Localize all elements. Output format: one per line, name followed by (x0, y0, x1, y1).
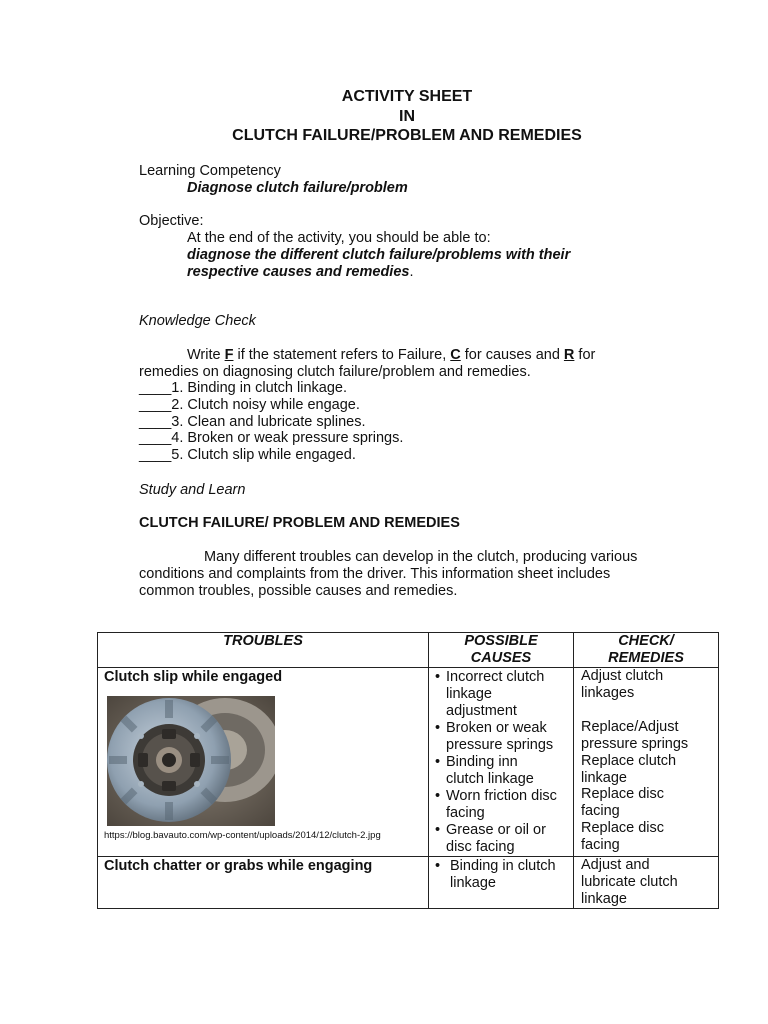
trouble-cell (98, 857, 429, 909)
list-item (433, 720, 569, 754)
cause-line: disc facing (446, 839, 515, 855)
objective-label: Objective: (139, 213, 204, 229)
knowledge-items (139, 380, 403, 464)
instr-part-3: for causes and (460, 347, 564, 363)
cause-line: linkage (446, 686, 492, 702)
remedy-line: facing (581, 803, 620, 820)
trouble-text: Clutch slip while engaged (104, 669, 283, 685)
remedy-line: linkages (581, 684, 635, 701)
knowledge-instruction (187, 347, 595, 364)
knowledge-instruction-line-2: remedies on diagnosing clutch failure/problem and remedies. (139, 364, 531, 380)
intro-paragraph-line-1: Many different troubles can develop in the clutch, producing various (204, 549, 638, 565)
header-troubles: TROUBLES (98, 633, 429, 668)
remedy-line: Replace disc (581, 820, 665, 837)
header-remedies (574, 633, 719, 668)
remedy-gap (581, 702, 714, 719)
remedy-line: Replace/Adjust (581, 718, 679, 735)
objective-intro: At the end of the activity, you should be able to: (187, 230, 491, 246)
study-learn-heading: Study and Learn (139, 482, 246, 498)
causes-list (429, 668, 573, 856)
title-line-2: IN (399, 107, 415, 125)
causes-cell (429, 857, 574, 909)
knowledge-item: ____5. Clutch slip while engaged. (139, 447, 356, 464)
title-line-3: CLUTCH FAILURE/PROBLEM AND REMEDIES (232, 127, 582, 144)
cause-line: • Worn friction disc (446, 788, 557, 804)
instr-part-2: if the statement refers to Failure, (233, 347, 451, 363)
causes-cell (429, 668, 574, 857)
key-remedies: R (563, 347, 575, 363)
remedies-list (574, 668, 718, 854)
cause-line: • Incorrect clutch (446, 669, 545, 685)
knowledge-item: ____4. Broken or weak pressure springs. (139, 430, 404, 447)
objective-line-1: diagnose the different clutch failure/problems with their (187, 247, 571, 263)
header-causes (429, 633, 574, 668)
knowledge-item: ____3. Clean and lubricate splines. (139, 413, 366, 430)
instr-part-4: for (574, 347, 596, 363)
section-title: CLUTCH FAILURE/ PROBLEM AND REMEDIES (139, 515, 460, 531)
trouble-cell (98, 668, 429, 857)
troubles-table (97, 632, 719, 909)
remedy-line: Adjust and (581, 857, 650, 873)
intro-paragraph-line-3: common troubles, possible causes and remedies. (139, 583, 458, 599)
knowledge-item: ____1. Binding in clutch linkage. (139, 380, 347, 396)
cause-line: • Grease or oil or (446, 822, 546, 838)
key-failure: F (224, 347, 234, 363)
table-header-row (98, 633, 719, 668)
knowledge-check-heading: Knowledge Check (139, 313, 256, 329)
cause-line: clutch linkage (446, 771, 534, 787)
remedy-line: Replace disc (581, 786, 665, 803)
clutch-disc-image (107, 696, 275, 826)
header-remedies-line-1: CHECK/ (618, 633, 674, 649)
cause-line: facing (446, 805, 485, 821)
cause-line: • Broken or weak (446, 720, 547, 736)
cause-line: adjustment (446, 703, 517, 719)
objective-line-2-period: . (409, 264, 414, 280)
objective-line-2 (187, 264, 414, 281)
cause-line: • Binding in clutch (450, 858, 556, 874)
remedy-line: Adjust clutch (581, 668, 664, 684)
remedy-line: facing (581, 837, 620, 854)
remedies-list (574, 857, 718, 908)
intro-paragraph-line-2: conditions and complaints from the driver. This information sheet includes (139, 566, 611, 582)
key-causes: C (450, 347, 461, 363)
instr-part-1: Write (187, 347, 225, 363)
list-item (433, 858, 569, 892)
table-row (98, 857, 719, 909)
competency-value: Diagnose clutch failure/problem (187, 180, 408, 196)
table-row (98, 668, 719, 857)
list-item (433, 754, 569, 788)
causes-list (429, 857, 573, 892)
header-remedies-line-2: REMEDIES (608, 650, 684, 666)
remedies-cell (574, 857, 719, 909)
clutch-photo (107, 696, 275, 826)
cause-line: • Binding inn (446, 754, 518, 770)
cause-line: linkage (450, 875, 496, 891)
remedy-line: linkage (581, 890, 627, 907)
objective-line-2-text: respective causes and remedies (187, 264, 410, 280)
document-title (0, 87, 768, 146)
list-item (433, 669, 569, 720)
remedy-line: Replace clutch (581, 752, 677, 769)
competency-label: Learning Competency (139, 163, 281, 179)
trouble-text: Clutch chatter or grabs while engaging (104, 858, 373, 874)
remedy-line: linkage (581, 769, 627, 786)
list-item (433, 822, 569, 856)
remedies-cell (574, 668, 719, 857)
list-item (433, 788, 569, 822)
header-causes-line-2: CAUSES (470, 650, 532, 666)
image-credit-url: https://blog.bavauto.com/wp-content/uploads/2014/12/clutch-2.jpg (104, 830, 381, 841)
remedy-line: lubricate clutch (581, 873, 678, 890)
title-line-1: ACTIVITY SHEET (341, 88, 473, 105)
cause-line: pressure springs (446, 737, 554, 753)
header-causes-line-1: POSSIBLE (464, 633, 538, 649)
remedy-line: pressure springs (581, 735, 689, 752)
knowledge-item: ____2. Clutch noisy while engage. (139, 396, 360, 413)
